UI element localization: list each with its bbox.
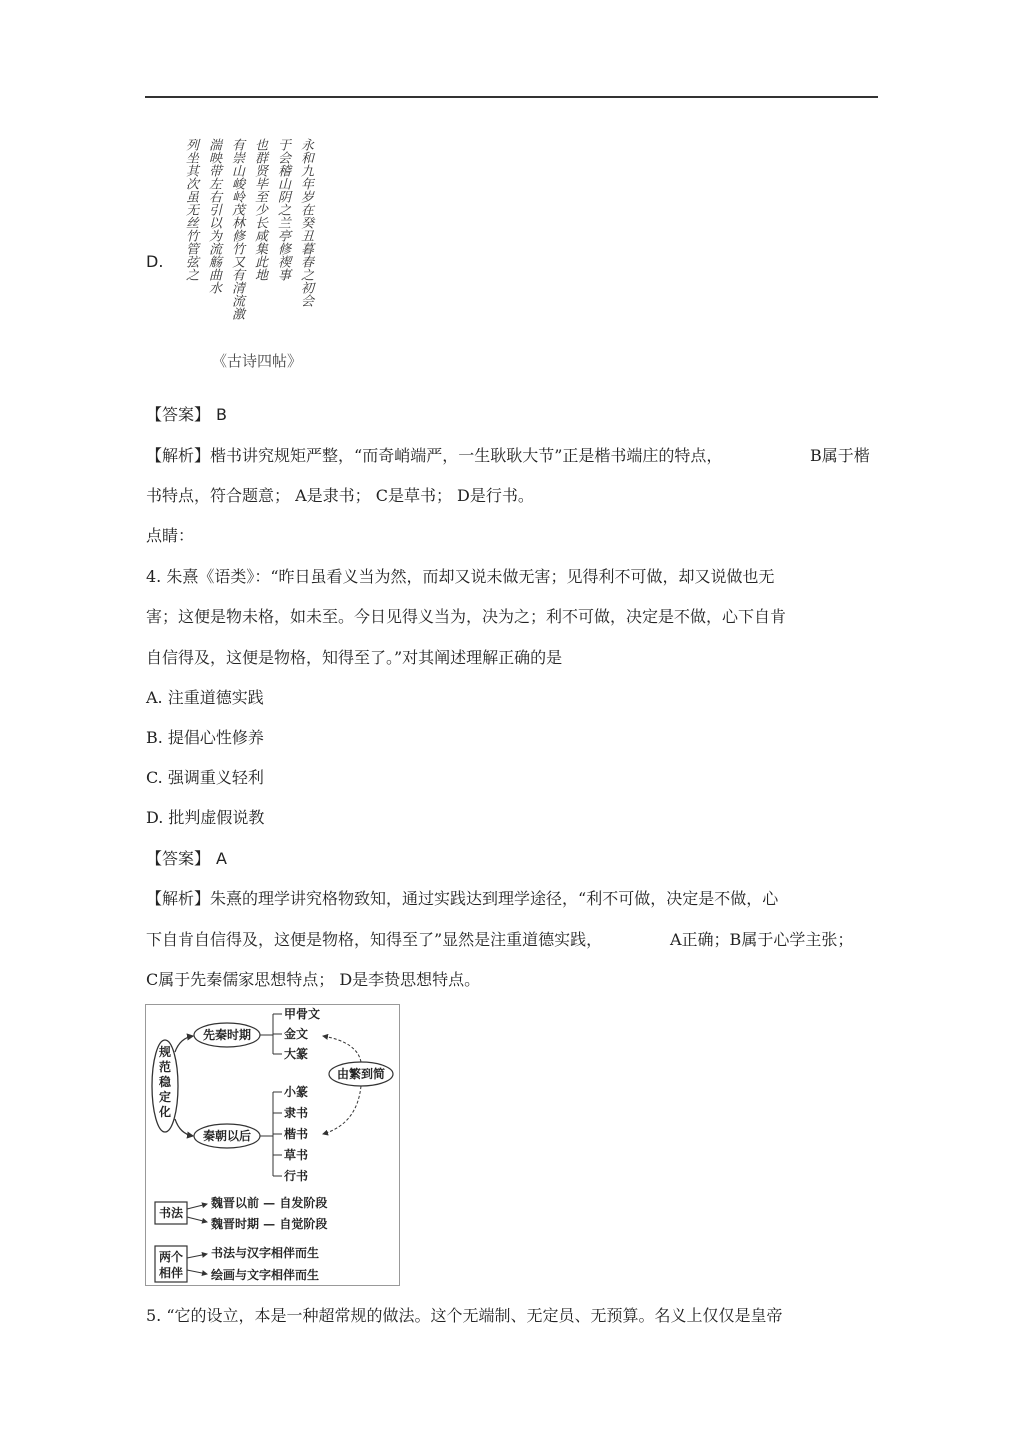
- calligraphy-column: 永和九年岁在癸丑暮春之初会: [298, 138, 313, 307]
- shufa-label: 书法: [159, 1206, 184, 1220]
- q4-answer: [146, 849, 227, 869]
- q4-analysis-line3: C属于先秦儒家思想特点； D是李贽思想特点。: [146, 970, 481, 989]
- analysis-label: 【解析】: [146, 889, 211, 908]
- liangge-item: 绘画与文字相伴而生: [211, 1268, 320, 1282]
- calligraphy-mindmap-diagram: [145, 1004, 400, 1286]
- period1-label: 先秦时期: [203, 1028, 252, 1042]
- analysis-text: 朱熹的理学讲究格物致知，通过实践达到理学途径，“利不可做，决定是不做，心: [210, 889, 779, 908]
- q4-option-a: A. 注重道德实践: [146, 688, 264, 707]
- q4-stem-line2: 害；这便是物未格，如未至。今日见得义当为，决为之；利不可做，决定是不做，心下自肯: [146, 607, 787, 626]
- q3-analysis-line1: [146, 446, 722, 466]
- calligraphy-image: [168, 138, 318, 378]
- calligraphy-column: 列坐其次虽无丝竹管弦之: [183, 138, 198, 281]
- header-rule: [145, 96, 878, 98]
- calligraphy-column: 也群贤毕至少长咸集此地: [252, 138, 267, 281]
- calligraphy-caption: 《古诗四帖》: [212, 352, 303, 370]
- q3-analysis-line1-right: B属于楷: [810, 446, 870, 465]
- q4-stem-line1: 4. 朱熹《语类》：“昨日虽看义当为然，而却又说未做无害；见得利不可做，却又说做也无: [146, 567, 775, 586]
- group2-item: 楷书: [284, 1127, 309, 1141]
- arrow-to-period1: [175, 1036, 193, 1052]
- analysis-text: 楷书讲究规矩严整，“而奇峭端严，一生耿耿大节”正是楷书端庄的特点，: [210, 446, 723, 465]
- group1-item: 大篆: [284, 1047, 309, 1061]
- option-d-label: D.: [146, 252, 164, 271]
- q4-analysis-line2-right: A正确；B属于心学主张；: [670, 930, 854, 949]
- analysis-label: 【解析】: [146, 446, 211, 465]
- group2-item: 行书: [284, 1169, 309, 1183]
- trend-label: 由繁到简: [337, 1067, 386, 1081]
- period2-label: 秦朝以后: [203, 1129, 252, 1143]
- group2-item: 隶书: [284, 1106, 309, 1120]
- liangge-label: 两个: [159, 1250, 184, 1264]
- arrow-to-period2: [175, 1119, 193, 1136]
- shufa-item: 魏晋时期 — 自觉阶段: [211, 1217, 328, 1231]
- answer-value: B: [216, 405, 227, 424]
- group2-item: 小篆: [284, 1085, 309, 1099]
- liangge-item: 书法与汉字相伴而生: [211, 1246, 320, 1260]
- shufa-item: 魏晋以前 — 自发阶段: [211, 1196, 328, 1210]
- root-char: 范: [159, 1060, 172, 1074]
- group1-item: 甲骨文: [284, 1007, 321, 1021]
- answer-label: 【答案】: [146, 405, 211, 424]
- root-char: 化: [159, 1105, 172, 1119]
- trend-arrow-up: [323, 1036, 361, 1062]
- root-char: 定: [159, 1090, 172, 1104]
- q4-stem-line3: 自信得及，这便是物格，知得至了。”对其阐述理解正确的是: [146, 648, 563, 667]
- q4-option-d: D. 批判虚假说教: [146, 808, 265, 827]
- q4-option-b: B. 提倡心性修养: [146, 728, 264, 747]
- root-char: 规: [159, 1045, 172, 1059]
- q3-answer: [146, 405, 227, 425]
- dianjing: 点睛：: [146, 526, 195, 545]
- calligraphy-column: 有崇山峻岭茂林修竹又有清流激: [229, 138, 244, 320]
- group2-item: 草书: [284, 1148, 309, 1162]
- calligraphy-column: 湍映带左右引以为流觞曲水: [206, 138, 221, 294]
- liangge-label: 相伴: [159, 1266, 184, 1280]
- answer-value: A: [216, 849, 227, 868]
- root-char: 稳: [159, 1075, 172, 1089]
- q3-analysis-line2: 书特点，符合题意； A是隶书； C是草书； D是行书。: [146, 486, 534, 505]
- q5-stem-line1: 5. “它的设立，本是一种超常规的做法。这个无端制、无定员、无预算。名义上仅仅是皇帝: [146, 1306, 783, 1325]
- calligraphy-column: 于会稽山阴之兰亭修禊事: [275, 138, 290, 281]
- q4-analysis-line1: [146, 889, 778, 909]
- q4-option-c: C. 强调重义轻利: [146, 768, 264, 787]
- group1-item: 金文: [284, 1027, 309, 1041]
- trend-arrow-down: [323, 1086, 361, 1134]
- answer-label: 【答案】: [146, 849, 211, 868]
- q4-analysis-line2: 下自肯自信得及，这便是物格，知得至了”显然是注重道德实践，: [146, 930, 603, 949]
